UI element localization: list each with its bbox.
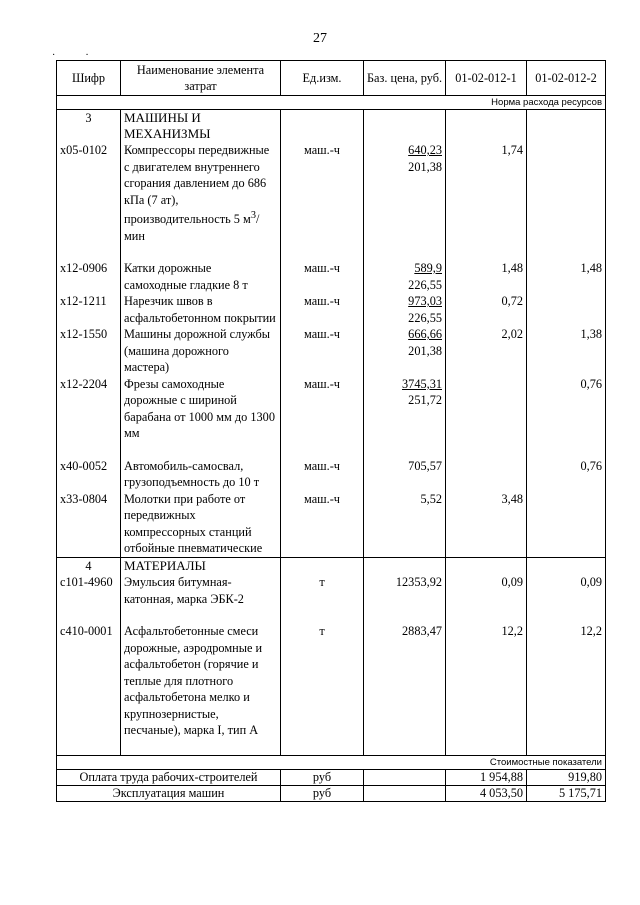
- table-row: [57, 260, 606, 293]
- table-row: [57, 574, 606, 607]
- row-value-col2: 0,09: [527, 574, 606, 607]
- row-value-col2: [527, 293, 606, 326]
- row-name: Автомобиль-самосвал, грузоподъемность до 10 т: [121, 458, 281, 491]
- row-gap: [57, 607, 606, 623]
- header-unit: Ед.изм.: [281, 61, 364, 96]
- section-number: 3: [57, 110, 121, 143]
- row-value-col1: 2,02: [446, 326, 527, 376]
- row-unit: маш.-ч: [281, 326, 364, 376]
- row-value-col1: [446, 458, 527, 491]
- row-value-col1: 1,48: [446, 260, 527, 293]
- table-row: [57, 623, 606, 739]
- row-gap: [57, 739, 606, 756]
- row-unit: маш.-ч: [281, 260, 364, 293]
- row-price-secondary: 201,38: [408, 343, 442, 358]
- row-code: х12-0906: [57, 260, 121, 293]
- row-price-main: 589,9: [414, 261, 442, 276]
- summary-label: Оплата труда рабочих-строителей: [57, 769, 281, 785]
- row-value-col1: [446, 376, 527, 442]
- row-value-col2: 12,2: [527, 623, 606, 739]
- row-price: [364, 326, 446, 376]
- row-price-secondary: 201,38: [408, 159, 442, 174]
- row-value-col2: [527, 142, 606, 244]
- row-code: х12-2204: [57, 376, 121, 442]
- row-unit: маш.-ч: [281, 458, 364, 491]
- row-price: [364, 293, 446, 326]
- row-name: Компрессоры передвижные с двигателем внутреннего сгорания давлением до 686 кПа (7 ат), производительность 5 $м^3$/мин: [121, 142, 281, 244]
- section-title: МАТЕРИАЛЫ: [121, 557, 281, 574]
- table-row: [57, 458, 606, 491]
- row-price-main: 3745,31: [402, 376, 442, 391]
- section-number: 4: [57, 557, 121, 574]
- table-row: [57, 376, 606, 442]
- header-col2: 01-02-012-2: [527, 61, 606, 96]
- row-unit: маш.-ч: [281, 376, 364, 442]
- summary-unit: руб: [281, 769, 364, 785]
- row-code: х12-1550: [57, 326, 121, 376]
- row-name: Фрезы самоходные дорожные с шириной барабана от 1000 мм до 1300 мм: [121, 376, 281, 442]
- row-unit: т: [281, 623, 364, 739]
- row-code: х40-0052: [57, 458, 121, 491]
- row-name: Машины дорожной службы (машина дорожного мастера): [121, 326, 281, 376]
- row-price-main: 973,03: [408, 294, 442, 309]
- band-cost-indicators: [57, 755, 606, 769]
- row-value-col1: 12,2: [446, 623, 527, 739]
- table-row: [57, 326, 606, 376]
- section-title: МАШИНЫ И МЕХАНИЗМЫ: [121, 110, 281, 143]
- header-col1: 01-02-012-1: [446, 61, 527, 96]
- summary-value-col1: 1 954,88: [446, 769, 527, 785]
- summary-row: [57, 769, 606, 785]
- summary-value-col1: 4 053,50: [446, 785, 527, 801]
- header-name: Наименование элемента затрат: [121, 61, 281, 96]
- row-price: 5,52: [364, 491, 446, 558]
- row-value-col1: 0,72: [446, 293, 527, 326]
- band-resource-norms-label: Норма расхода ресурсов: [57, 96, 606, 110]
- row-name: Эмульсия битумная-катонная, марка ЭБК-2: [121, 574, 281, 607]
- row-name: Нарезчик швов в асфальтобетонном покрытии: [121, 293, 281, 326]
- table-row: [57, 491, 606, 558]
- header-price: Баз. цена, руб.: [364, 61, 446, 96]
- row-price: [364, 260, 446, 293]
- row-price-secondary: 251,72: [408, 393, 442, 408]
- row-price: 12353,92: [364, 574, 446, 607]
- band-cost-indicators-label: Стоимостные показатели: [57, 755, 606, 769]
- row-value-col2: 1,48: [527, 260, 606, 293]
- table-row: [57, 293, 606, 326]
- header-code: Шифр: [57, 61, 121, 96]
- row-price-main: 640,23: [408, 143, 442, 157]
- row-price: 2883,47: [364, 623, 446, 739]
- page-number: 27: [313, 31, 327, 46]
- row-name: Молотки при работе от передвижных компрессорных станций отбойные пневматические: [121, 491, 281, 558]
- margin-dots: ··: [52, 50, 119, 61]
- row-gap: [57, 442, 606, 458]
- row-name: Катки дорожные самоходные гладкие 8 т: [121, 260, 281, 293]
- row-unit: маш.-ч: [281, 293, 364, 326]
- row-unit: т: [281, 574, 364, 607]
- row-value-col2: [527, 491, 606, 558]
- summary-value-col2: 919,80: [527, 769, 606, 785]
- row-value-col2: 0,76: [527, 458, 606, 491]
- row-code: х05-0102: [57, 142, 121, 244]
- row-gap: [57, 244, 606, 260]
- summary-label: Эксплуатация машин: [57, 785, 281, 801]
- row-unit: маш.-ч: [281, 491, 364, 558]
- row-price-secondary: 226,55: [408, 310, 442, 325]
- table-row: [57, 142, 606, 244]
- row-code: х33-0804: [57, 491, 121, 558]
- row-value-col1: 0,09: [446, 574, 527, 607]
- row-value-col2: 0,76: [527, 376, 606, 442]
- row-price: [364, 142, 446, 244]
- row-value-col1: 3,48: [446, 491, 527, 558]
- table-header-row: [57, 61, 606, 96]
- row-code: х12-1211: [57, 293, 121, 326]
- summary-row: [57, 785, 606, 801]
- row-code: с410-0001: [57, 623, 121, 739]
- row-code: с101-4960: [57, 574, 121, 607]
- row-name: Асфальтобетонные смеси дорожные, аэродромные и асфальтобетон (горячие и теплые для плотного асфальтобетона мелко и крупнозернистые, песчаные), марка I, тип А: [121, 623, 281, 739]
- section-row: [57, 110, 606, 143]
- section-row: [57, 557, 606, 574]
- row-price-secondary: 226,55: [408, 277, 442, 292]
- row-price: 705,57: [364, 458, 446, 491]
- row-unit: маш.-ч: [281, 142, 364, 244]
- row-price: [364, 376, 446, 442]
- row-value-col1: 1,74: [446, 142, 527, 244]
- resource-norms-table: [56, 60, 606, 802]
- band-resource-norms: [57, 96, 606, 110]
- summary-value-col2: 5 175,71: [527, 785, 606, 801]
- row-price-main: 666,66: [408, 327, 442, 342]
- row-value-col2: 1,38: [527, 326, 606, 376]
- summary-unit: руб: [281, 785, 364, 801]
